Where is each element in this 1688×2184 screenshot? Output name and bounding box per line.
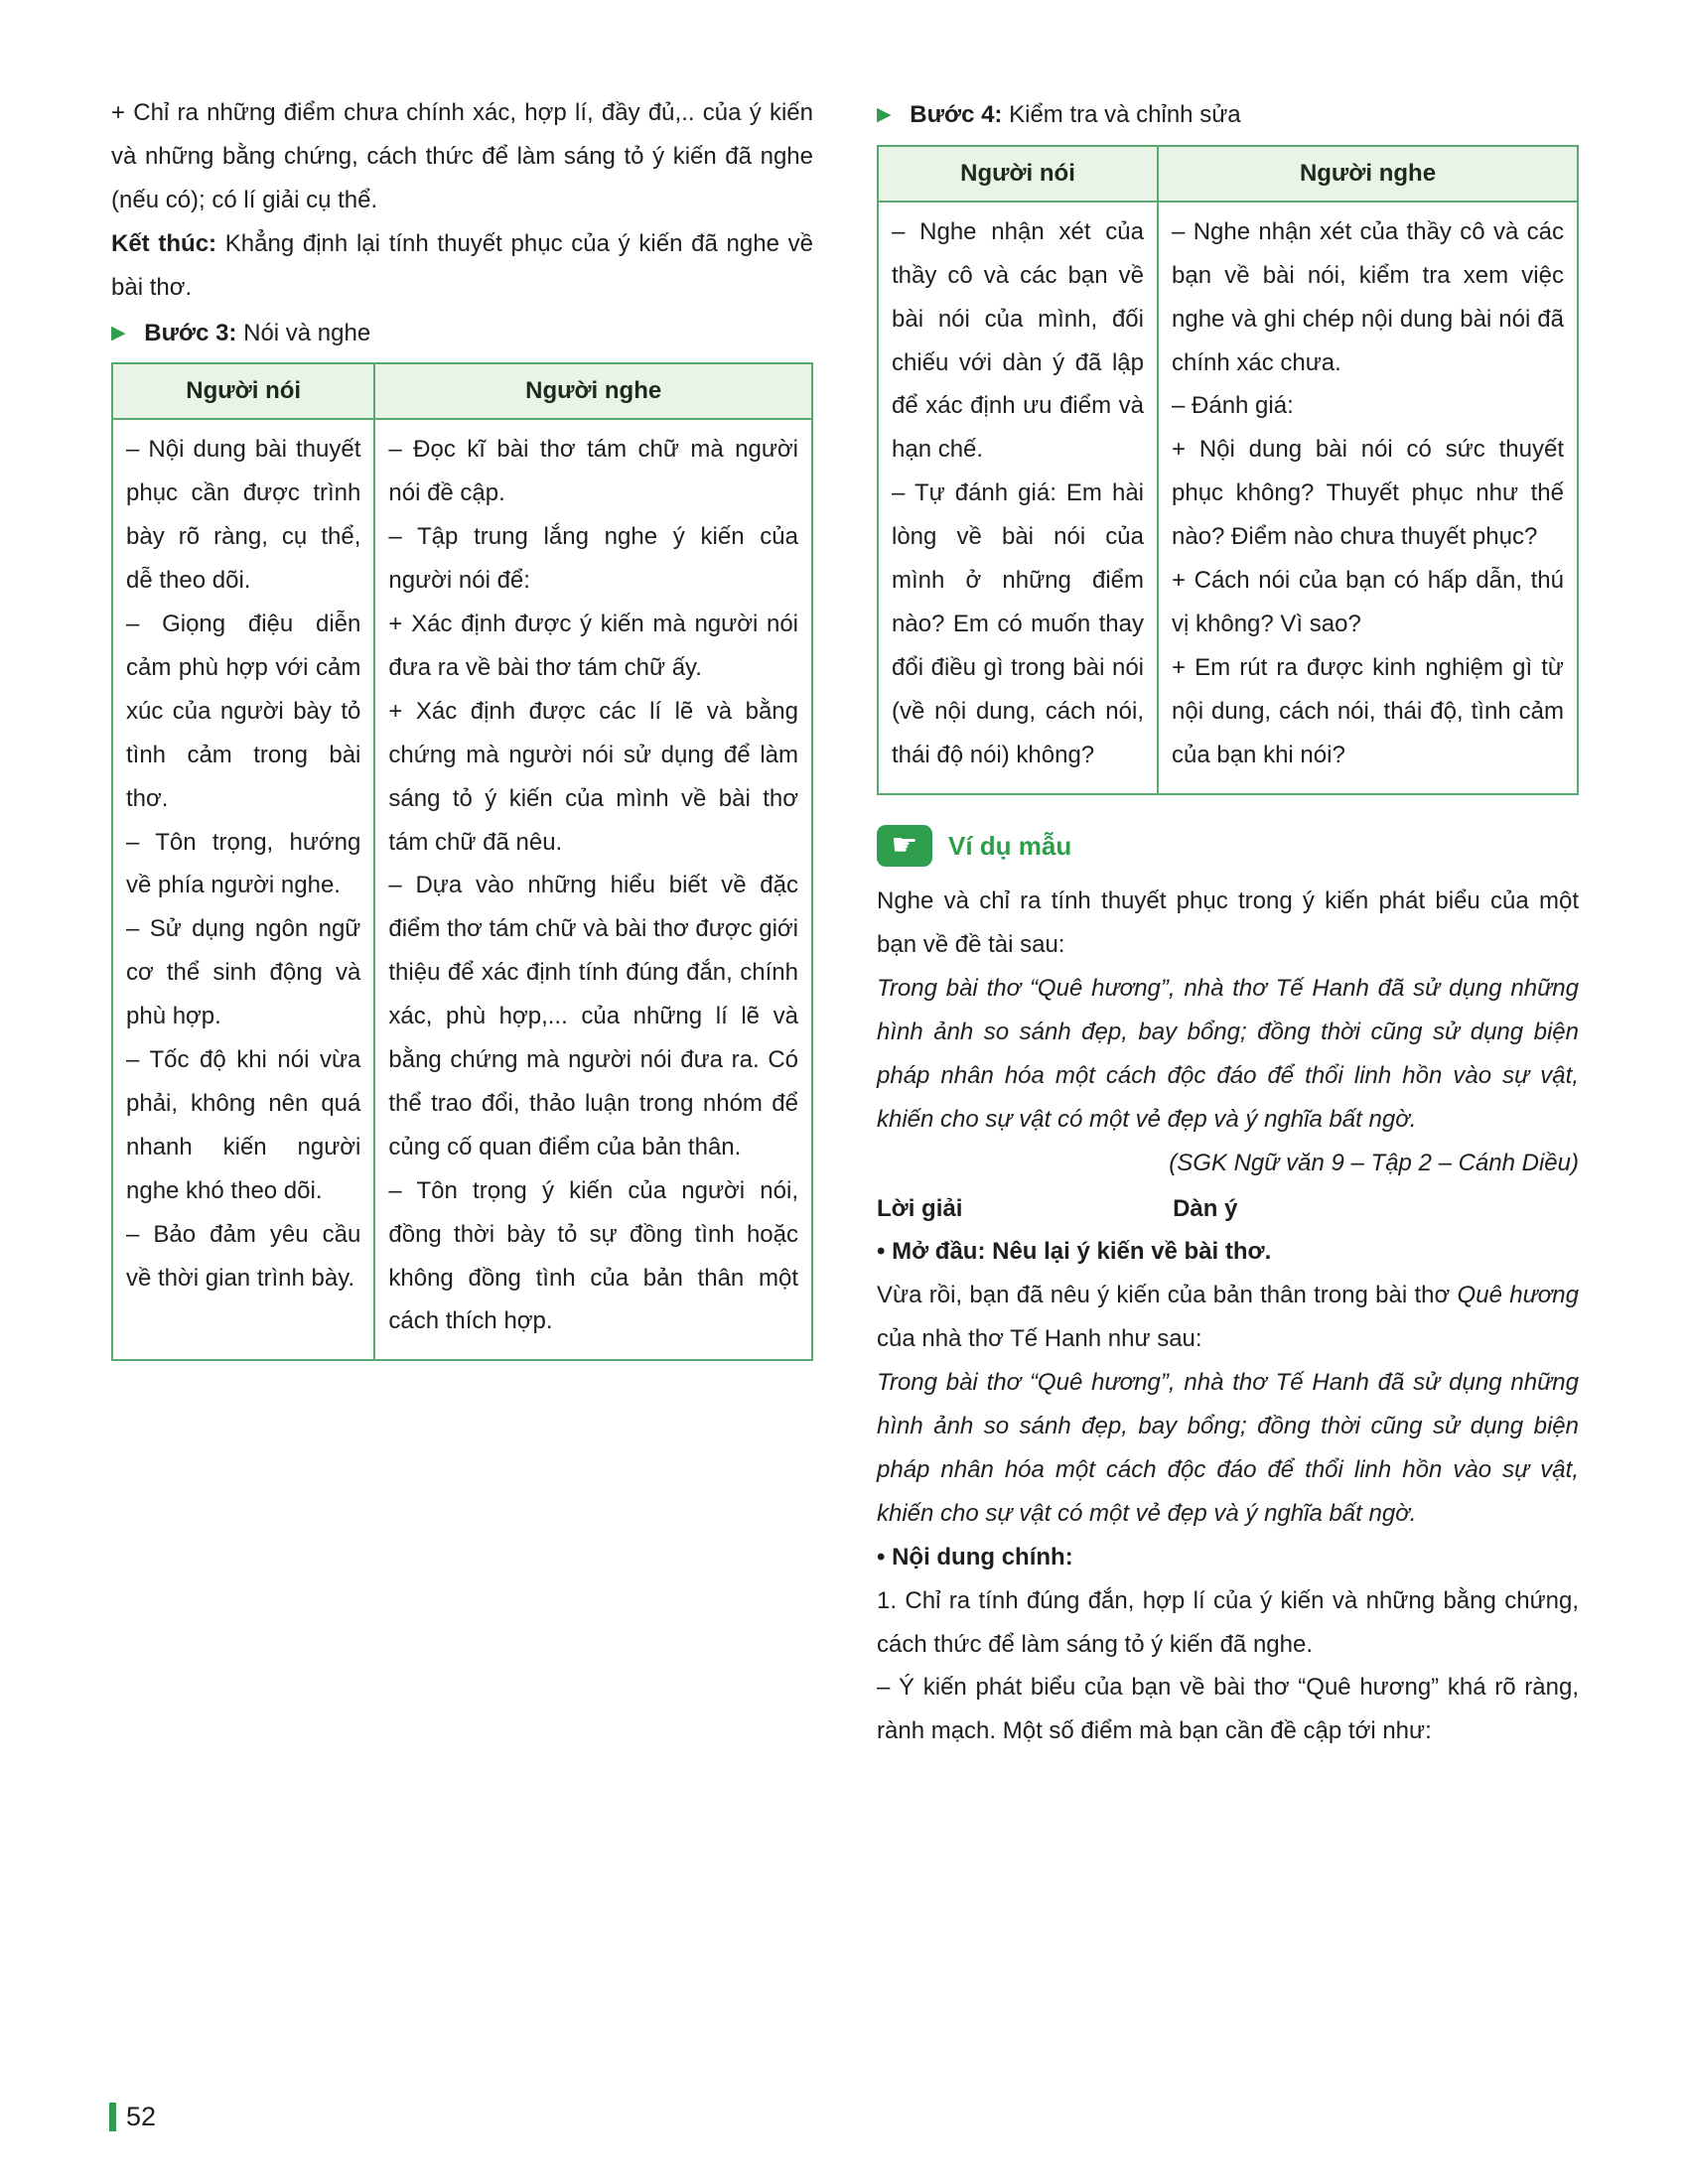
step-3-title: Nói và nghe — [243, 319, 371, 346]
step-4-heading — [877, 93, 1579, 137]
hand-glyph: ☛ — [891, 829, 918, 863]
cell-paragraph: – Dựa vào những hiểu biết về đặc điểm thơ tám chữ và bài thơ được giới thiệu để xác định tính đúng đắn, chính xác, phù hợp,... của những lí lẽ và bằng chứng mà người nói đưa ra. Có thể trao đổi, thảo luận trong nhóm để củng cố quan điểm của bản thân. — [388, 872, 798, 1160]
example-quote: Trong bài thơ “Quê hương”, nhà thơ Tế Hanh đã sử dụng những hình ảnh so sánh đẹp, bay bổng; đồng thời cũng sử dụng biện pháp nhân hóa một cách độc đáo để thổi linh hồn vào sự vật, khiến cho sự vật có một vẻ đẹp và ý nghĩa bất ngờ. — [877, 974, 1579, 1133]
continuation-paragraph: + Chỉ ra những điểm chưa chính xác, hợp lí, đầy đủ,.. của ý kiến và những bằng chứng, cách thức để làm sáng tỏ ý kiến đã nghe (nếu có); có lí giải cụ thể. — [111, 99, 813, 213]
cell-paragraph: – Giọng điệu diễn cảm phù hợp với cảm xúc của người bày tỏ tình cảm trong bài thơ. — [126, 610, 361, 812]
cell-paragraph: – Bảo đảm yêu cầu về thời gian trình bày. — [126, 1220, 361, 1292]
triangle-bullet-icon: ▶ — [877, 104, 892, 125]
cell-paragraph: – Nghe nhận xét của thầy cô và các bạn về bài nói của mình, đối chiếu với dàn ý đã lập để xác định ưu điểm và hạn chế. — [892, 217, 1144, 464]
table-header-row — [878, 146, 1578, 202]
outline-label: Dàn ý — [1173, 1194, 1238, 1222]
ket-thuc-paragraph — [111, 222, 813, 310]
cell-paragraph: – Tập trung lắng nghe ý kiến của người nói để: — [388, 523, 798, 595]
cell-paragraph: + Xác định được ý kiến mà người nói đưa ra về bài thơ tám chữ ấy. — [388, 610, 798, 681]
cell-paragraph: – Tốc độ khi nói vừa phải, không nên quá nhanh kiến người nghe khó theo dõi. — [126, 1046, 361, 1204]
table-body-row — [112, 419, 812, 1360]
solution-quote: Trong bài thơ “Quê hương”, nhà thơ Tế Hanh đã sử dụng những hình ảnh so sánh đẹp, bay bổng; đồng thời cũng sử dụng biện pháp nhân hóa một cách độc đáo để thổi linh hồn vào sự vật, khiến cho sự vật có một vẻ đẹp và ý nghĩa bất ngờ. — [877, 1369, 1579, 1527]
step-4-label: Bước 4: — [910, 101, 1003, 128]
cell-paragraph: – Đọc kĩ bài thơ tám chữ mà người nói đề cập. — [388, 436, 798, 507]
ket-thuc-text: Khẳng định lại tính thuyết phục của ý kiến đã nghe về bài thơ. — [111, 229, 813, 301]
cell-paragraph: – Đánh giá: — [1172, 392, 1294, 420]
listener-cell — [374, 419, 812, 1360]
cell-paragraph: + Xác định được các lí lẽ và bằng chứng mà người nói sử dụng để làm sáng tỏ ý kiến của mình về bài thơ tám chữ đã nêu. — [388, 697, 798, 856]
table-header-speaker: Người nói — [878, 146, 1158, 202]
listener-cell — [1158, 202, 1578, 794]
speaker-cell — [878, 202, 1158, 794]
example-source: (SGK Ngữ văn 9 – Tập 2 – Cánh Diều) — [1169, 1149, 1579, 1176]
cell-paragraph: + Nội dung bài nói có sức thuyết phục không? Thuyết phục như thế nào? Điểm nào chưa thuyết phục? — [1172, 436, 1564, 551]
triangle-bullet-icon: ▶ — [111, 322, 126, 343]
solution-paragraph-post: của nhà thơ Tế Hanh như sau: — [877, 1325, 1202, 1353]
step-3-heading — [111, 312, 813, 355]
solution-point-1: 1. Chỉ ra tính đúng đắn, hợp lí của ý kiến và những bằng chứng, cách thức để làm sáng tỏ ý kiến đã nghe. — [877, 1586, 1579, 1658]
solution-point-2: – Ý kiến phát biểu của bạn về bài thơ “Quê hương” khá rõ ràng, rành mạch. Một số điểm mà bạn cần đề cập tới như: — [877, 1674, 1579, 1745]
cell-paragraph: – Nội dung bài thuyết phục cần được trình bày rõ ràng, cụ thể, dễ theo dõi. — [126, 436, 361, 595]
example-title: Ví dụ mẫu — [948, 830, 1072, 861]
ket-thuc-label: Kết thúc: — [111, 229, 217, 257]
table-header-speaker: Người nói — [112, 363, 374, 419]
speaker-cell — [112, 419, 374, 1360]
step-3-label: Bước 3: — [144, 319, 237, 346]
solution-paragraph-pre: Vừa rồi, bạn đã nêu ý kiến của bản thân trong bài thơ — [877, 1282, 1451, 1309]
cell-paragraph: + Cách nói của bạn có hấp dẫn, thú vị không? Vì sao? — [1172, 567, 1564, 637]
poem-title: Quê hương — [1457, 1282, 1579, 1309]
cell-paragraph: – Tôn trọng, hướng về phía người nghe. — [126, 828, 361, 899]
table-header-listener: Người nghe — [1158, 146, 1578, 202]
left-column — [111, 91, 813, 1753]
solution-heading-row — [877, 1187, 1579, 1231]
page-number-bar — [109, 2103, 116, 2131]
solution-paragraph — [877, 1274, 1579, 1361]
cell-paragraph: – Nghe nhận xét của thầy cô và các bạn về bài nói, kiểm tra xem việc nghe và ghi chép nội dung bài nói đã chính xác chưa. — [1172, 217, 1564, 376]
cell-paragraph: – Tự đánh giá: Em hài lòng về bài nói của mình ở những điểm nào? Em có muốn thay đổi điều gì trong bài nói (về nội dung, cách nói, thái độ nói) không? — [892, 479, 1144, 768]
pointing-hand-icon — [877, 825, 932, 867]
cell-paragraph: – Tôn trọng ý kiến của người nói, đồng thời bày tỏ sự đồng tình hoặc không đồng tình của bản thân một cách thích hợp. — [388, 1176, 798, 1335]
step-4-title: Kiểm tra và chỉnh sửa — [1009, 101, 1241, 128]
page-number: 52 — [126, 2102, 157, 2131]
cell-paragraph: + Em rút ra được kinh nghiệm gì từ nội dung, cách nói, thái độ, tình cảm của bạn khi nói? — [1172, 653, 1564, 768]
step-4-table — [877, 145, 1579, 795]
table-header-row — [112, 363, 812, 419]
step-3-table — [111, 362, 813, 1361]
opening-line — [877, 1230, 1579, 1274]
main-content-line — [877, 1536, 1579, 1579]
solution-label: Lời giải — [877, 1194, 963, 1222]
example-section-heading — [877, 823, 1579, 871]
right-column — [877, 91, 1579, 1753]
table-body-row — [878, 202, 1578, 794]
main-content-text: • Nội dung chính: — [877, 1543, 1073, 1570]
opening-line-text: • Mở đầu: Nêu lại ý kiến về bài thơ. — [877, 1238, 1272, 1266]
cell-paragraph: – Sử dụng ngôn ngữ cơ thể sinh động và phù hợp. — [126, 915, 361, 1030]
table-header-listener: Người nghe — [374, 363, 812, 419]
page-footer — [109, 2102, 156, 2132]
example-intro: Nghe và chỉ ra tính thuyết phục trong ý kiến phát biểu của một bạn về đề tài sau: — [877, 887, 1579, 959]
